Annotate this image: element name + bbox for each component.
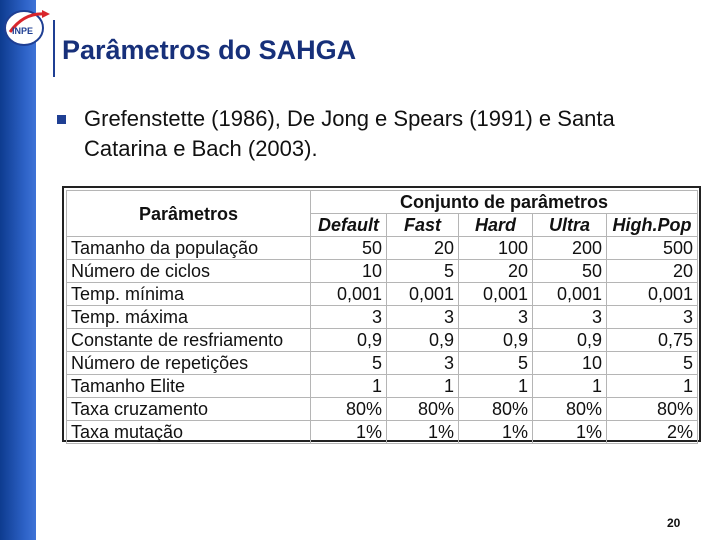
- table-cell: 200: [533, 237, 607, 260]
- table-cell: 20: [459, 260, 533, 283]
- table-row: [67, 352, 698, 375]
- table-cell: 3: [387, 306, 459, 329]
- row-label: Temp. mínima: [67, 283, 311, 306]
- row-label: Constante de resfriamento: [67, 329, 311, 352]
- table-cell: 1%: [459, 421, 533, 444]
- page-number: 20: [667, 516, 681, 530]
- table-row: [67, 306, 698, 329]
- table-cell: 1%: [387, 421, 459, 444]
- table-cell: 50: [311, 237, 387, 260]
- table-cell: 0,001: [607, 283, 698, 306]
- table-cell: 3: [459, 306, 533, 329]
- table-row: [67, 398, 698, 421]
- table-cell: 1%: [533, 421, 607, 444]
- table-cell: 0,9: [533, 329, 607, 352]
- row-label: Temp. máxima: [67, 306, 311, 329]
- table-cell: 80%: [459, 398, 533, 421]
- table-cell: 0,001: [311, 283, 387, 306]
- row-label: Número de ciclos: [67, 260, 311, 283]
- column-header-fast: Fast: [387, 214, 459, 237]
- table-cell: 1%: [311, 421, 387, 444]
- table-cell: 5: [459, 352, 533, 375]
- table-row: [67, 375, 698, 398]
- table-cell: 80%: [387, 398, 459, 421]
- table-cell: 80%: [607, 398, 698, 421]
- table-cell: 100: [459, 237, 533, 260]
- inpe-logo-icon: [2, 2, 54, 50]
- bullet-square-icon: [57, 115, 66, 124]
- table-cell: 1: [533, 375, 607, 398]
- slide-title: Parâmetros do SAHGA: [62, 35, 357, 65]
- table-body: [67, 237, 698, 444]
- row-label: Número de repetições: [67, 352, 311, 375]
- logo-text: INPE: [12, 26, 34, 36]
- table-cell: 3: [533, 306, 607, 329]
- table-cell: 50: [533, 260, 607, 283]
- param-column-header: Parâmetros: [67, 191, 311, 237]
- table-cell: 5: [607, 352, 698, 375]
- bullet-text: Grefenstette (1986), De Jong e Spears (1991) e Santa Catarina e Bach (2003).: [84, 106, 615, 161]
- table-cell: 1: [387, 375, 459, 398]
- column-header-default: Default: [311, 214, 387, 237]
- table-cell: 0,9: [387, 329, 459, 352]
- table-cell: 0,001: [387, 283, 459, 306]
- table-cell: 10: [311, 260, 387, 283]
- left-decorative-band: [0, 0, 36, 540]
- table-row: [67, 283, 698, 306]
- table-cell: 3: [311, 306, 387, 329]
- table-cell: 80%: [311, 398, 387, 421]
- column-header-ultra: Ultra: [533, 214, 607, 237]
- table-cell: 1: [607, 375, 698, 398]
- parameters-table-frame: [62, 186, 701, 442]
- table-row: [67, 260, 698, 283]
- column-header-hard: Hard: [459, 214, 533, 237]
- column-header-highpop: High.Pop: [607, 214, 698, 237]
- table-cell: 2%: [607, 421, 698, 444]
- table-cell: 500: [607, 237, 698, 260]
- parameter-set-header: Conjunto de parâmetros: [311, 191, 698, 214]
- row-label: Tamanho da população: [67, 237, 311, 260]
- table-cell: 0,9: [459, 329, 533, 352]
- table-cell: 0,001: [459, 283, 533, 306]
- table-cell: 1: [311, 375, 387, 398]
- table-cell: 0,75: [607, 329, 698, 352]
- table-cell: 20: [387, 237, 459, 260]
- table-row: [67, 237, 698, 260]
- table-cell: 0,9: [311, 329, 387, 352]
- table-row: [67, 329, 698, 352]
- row-label: Tamanho Elite: [67, 375, 311, 398]
- parameters-table: [66, 190, 698, 444]
- title-rule: [53, 20, 55, 77]
- table-cell: 5: [311, 352, 387, 375]
- table-cell: 3: [387, 352, 459, 375]
- header-row-group: [67, 191, 698, 214]
- table-cell: 80%: [533, 398, 607, 421]
- table-cell: 0,001: [533, 283, 607, 306]
- table-cell: 5: [387, 260, 459, 283]
- table-cell: 3: [607, 306, 698, 329]
- table-cell: 20: [607, 260, 698, 283]
- table-cell: 10: [533, 352, 607, 375]
- row-label: Taxa cruzamento: [67, 398, 311, 421]
- table-cell: 1: [459, 375, 533, 398]
- table-row: [67, 421, 698, 444]
- row-label: Taxa mutação: [67, 421, 311, 444]
